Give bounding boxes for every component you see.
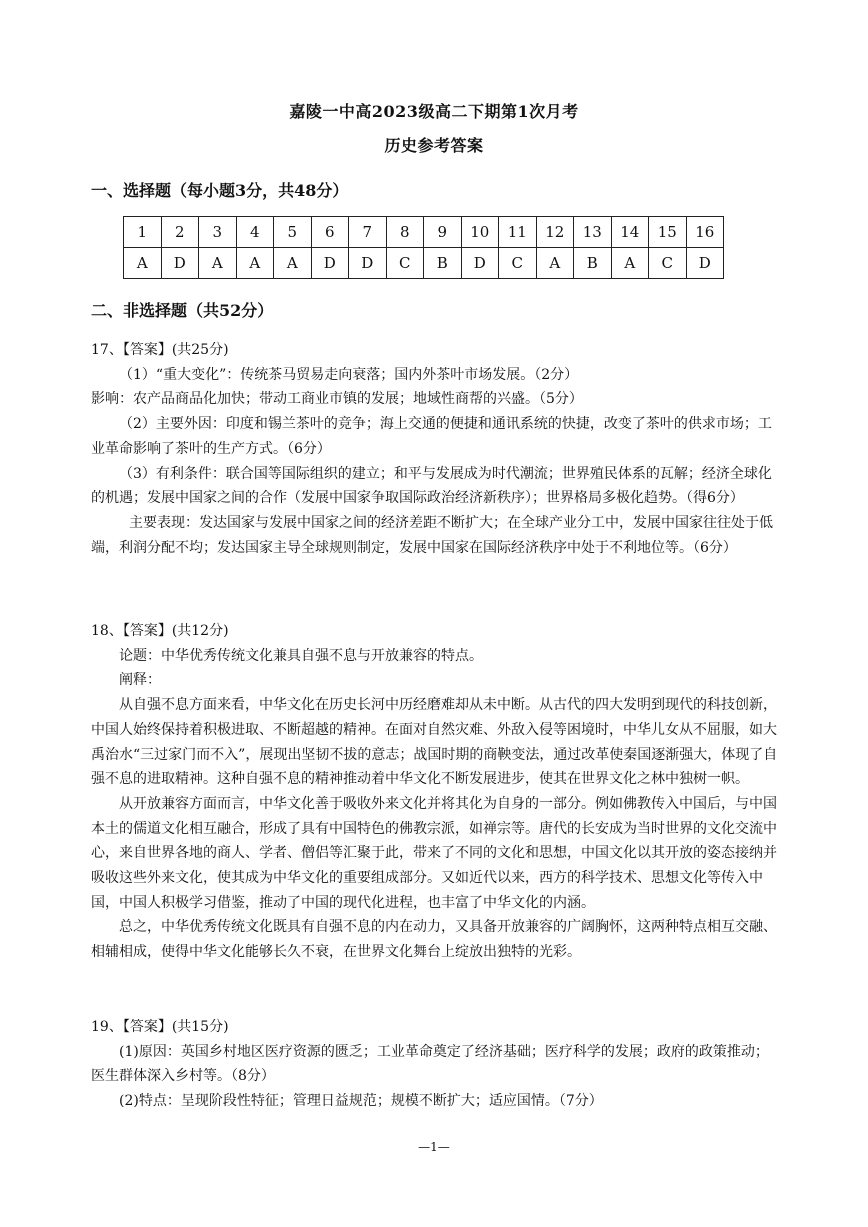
section2-heading: 二、非选择题（共52分） <box>91 301 274 320</box>
page-number: —1— <box>418 1140 450 1154</box>
question-number: 1 <box>124 217 162 248</box>
q17-paragraph-4: （3）有利条件：联合国等国际组织的建立；和平与发展成为时代潮流；世界殖民体系的瓦解；经济全球化的机遇；发展中国家之间的合作（发展中国家争取国际政治经济新秩序）；世界格局多极化趋势。（得6分） <box>91 465 772 507</box>
answer-letter: B <box>574 248 612 279</box>
question-number: 14 <box>611 217 649 248</box>
answer-table-answer-row <box>124 248 724 279</box>
answer-letter: A <box>124 248 162 279</box>
q17-paragraph-5: 主要表现：发达国家与发展中国家之间的经济差距不断扩大；在全球产业分工中，发展中国家往往处于低端，利润分配不均；发达国家主导全球规则制定，发展中国家在国际经济秩序中处于不利地位等。（6分） <box>91 514 773 556</box>
answer-letter: C <box>649 248 687 279</box>
q17-heading: 17、【答案】(共25分) <box>91 342 229 358</box>
question-18-block <box>91 619 781 965</box>
answer-letter: D <box>461 248 499 279</box>
q18-thesis: 论题：中华优秀传统文化兼具自强不息与开放兼容的特点。 <box>119 647 483 664</box>
q18-label: 阐释： <box>119 672 161 689</box>
question-number: 9 <box>424 217 462 248</box>
question-number: 8 <box>386 217 424 248</box>
q17-paragraph-3: （2）主要外因：印度和锡兰茶叶的竞争；海上交通的便捷和通讯系统的快捷，改变了茶叶的供求市场；工业革命影响了茶叶的生产方式。（6分） <box>91 416 772 457</box>
answer-letter: D <box>686 248 724 279</box>
q18-heading: 18、【答案】(共12分) <box>91 623 229 639</box>
question-number: 7 <box>349 217 387 248</box>
q18-paragraph-2: 从开放兼容方面而言，中华文化善于吸收外来文化并将其化为自身的一部分。例如佛教传入中国后，与中国本土的儒道文化相互融合，形成了具有中国特色的佛教宗派，如禅宗等。唐代的长安成为当时世界的文化交流中心，来自世界各地的商人、学者、僧侣等汇聚于此，带来了不同的文化和思想，中国文化以其开放的姿态接纳并吸收这些外来文化，使其成为中华文化的重要组成部分。又如近代以来，西方的科学技术、思想文化等传入中国，中国人积极学习借鉴，推动了中国的现代化进程，也丰富了中华文化的内涵。 <box>91 795 777 911</box>
question-number: 3 <box>199 217 237 248</box>
question-number: 2 <box>161 217 199 248</box>
answer-letter: A <box>274 248 312 279</box>
q19-paragraph-1: (1)原因：英国乡村地区医疗资源的匮乏；工业革命奠定了经济基础；医疗科学的发展；政府的政策推动；医生群体深入乡村等。（8分） <box>91 1043 769 1085</box>
question-number: 13 <box>574 217 612 248</box>
question-number: 4 <box>236 217 274 248</box>
answer-table-number-row <box>124 217 724 248</box>
question-number: 15 <box>649 217 687 248</box>
answer-table <box>123 216 724 279</box>
question-number: 12 <box>536 217 574 248</box>
answer-letter: D <box>161 248 199 279</box>
q18-paragraph-3: 总之，中华优秀传统文化既具有自强不息的内在动力，又具备开放兼容的广阔胸怀，这两种特点相互交融、相辅相成，使得中华文化能够长久不衰，在世界文化舞台上绽放出独特的光彩。 <box>91 919 777 961</box>
question-19-block <box>91 1015 781 1114</box>
q19-paragraph-2: (2)特点：呈现阶段性特征；管理日益规范；规模不断扩大；适应国情。（7分） <box>119 1093 603 1110</box>
answer-letter: C <box>386 248 424 279</box>
q17-paragraph-2: 影响：农产品商品化加快；带动工商业市镇的发展；地域性商帮的兴盛。（5分） <box>91 391 583 408</box>
answer-letter: A <box>199 248 237 279</box>
section1-heading: 一、选择题（每小题3分，共48分） <box>91 181 349 200</box>
question-number: 10 <box>461 217 499 248</box>
q17-paragraph-1: （1）“重大变化”：传统茶马贸易走向衰落；国内外茶叶市场发展。（2分） <box>119 366 579 383</box>
question-number: 5 <box>274 217 312 248</box>
q18-paragraph-1: 从自强不息方面来看，中华文化在历史长河中历经磨难却从未中断。从古代的四大发明到现代的科技创新，中国人始终保持着积极进取、不断超越的精神。在面对自然灾难、外敌入侵等困境时，中华儿女从不屈服，如大禹治水“三过家门而不入”，展现出坚韧不拔的意志；战国时期的商鞅变法，通过改革使秦国逐渐强大，体现了自强不息的进取精神。这种自强不息的精神推动着中华文化不断发展进步，使其在世界文化之林中独树一帜。 <box>91 697 778 788</box>
answer-letter: A <box>236 248 274 279</box>
question-number: 6 <box>311 217 349 248</box>
answer-letter: D <box>311 248 349 279</box>
question-number: 16 <box>686 217 724 248</box>
answer-letter: D <box>349 248 387 279</box>
answer-letter: B <box>424 248 462 279</box>
question-17-block <box>91 338 781 560</box>
question-number: 11 <box>499 217 537 248</box>
q19-heading: 19、【答案】(共15分) <box>91 1019 229 1035</box>
exam-title: 嘉陵一中高2023级高二下期第1次月考 <box>289 102 579 121</box>
exam-subtitle: 历史参考答案 <box>384 136 484 155</box>
answer-letter: A <box>611 248 649 279</box>
answer-letter: A <box>536 248 574 279</box>
answer-letter: C <box>499 248 537 279</box>
